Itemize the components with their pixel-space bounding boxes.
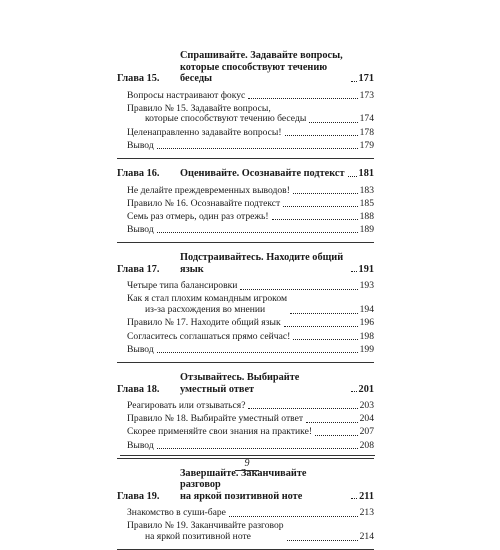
entry-page-number: 199	[359, 343, 374, 355]
dot-leader	[284, 326, 358, 327]
dot-leader	[309, 122, 357, 123]
entry-title	[127, 128, 282, 139]
entry-title	[127, 427, 312, 438]
entry-title	[127, 401, 245, 412]
dot-leader	[348, 176, 357, 177]
dot-leader	[157, 352, 358, 353]
footer-rule	[120, 455, 375, 456]
entry-title-line: Реагировать или отзываться?	[127, 400, 246, 412]
chapter-page-number: 211	[359, 490, 374, 502]
entry-title-line: которые способствуют течению беседы	[145, 113, 307, 125]
toc-entry[interactable]	[127, 186, 374, 197]
page-number: 9	[235, 458, 259, 471]
chapter-page-number: 171	[358, 73, 374, 84]
entry-title-line: Скорее применяйте свои знания на практике!	[127, 426, 313, 438]
entry-page-number: 183	[359, 184, 374, 196]
entry-page-number: 203	[359, 400, 374, 412]
dot-leader	[157, 148, 358, 149]
dot-leader	[351, 81, 357, 82]
toc-entry[interactable]	[127, 508, 374, 519]
entry-title-line: Правило № 18. Выбирайте уместный ответ	[127, 413, 304, 425]
dot-leader	[290, 313, 358, 314]
toc-entry[interactable]	[127, 332, 374, 343]
dot-leader	[293, 339, 357, 340]
chapter-title-line: Завершайте. Заканчивайте разговор	[180, 467, 307, 491]
dot-leader	[315, 435, 358, 436]
entry-title	[127, 104, 306, 126]
entry-page-number: 178	[359, 126, 374, 138]
chapter-page-number: 181	[358, 168, 374, 180]
chapter-title-line: на яркой позитивной ноте	[180, 490, 303, 502]
toc-entry[interactable]	[127, 104, 374, 126]
section-list	[117, 91, 374, 152]
entry-page-number: 204	[359, 413, 374, 425]
chapter-title-line: Оценивайте. Осознавайте подтекст	[180, 168, 345, 180]
entry-title	[127, 199, 280, 210]
chapter-block	[117, 168, 374, 243]
chapter-title	[180, 50, 348, 85]
entry-page-number: 196	[359, 317, 374, 329]
entry-title	[127, 521, 284, 543]
dot-leader	[285, 135, 358, 136]
chapter-heading[interactable]	[117, 372, 374, 395]
entry-title-line: Четыре типа балансировки	[127, 280, 238, 292]
section-list	[117, 281, 374, 355]
toc-entry[interactable]	[127, 521, 374, 543]
entry-page-number: 188	[359, 210, 374, 222]
entry-title-line: Правило № 19. Заканчивайте разговор	[127, 520, 284, 532]
entry-title	[127, 225, 154, 236]
dot-leader	[248, 98, 357, 99]
entry-title-line: Вывод	[127, 139, 154, 151]
dot-leader	[272, 219, 358, 220]
toc-entry[interactable]	[127, 441, 374, 452]
section-list	[117, 186, 374, 236]
entry-page-number: 174	[359, 113, 374, 125]
entry-title-line: Как я стал плохим командным игроком	[127, 293, 288, 305]
dot-leader	[351, 391, 357, 392]
entry-title-line: Вывод	[127, 343, 154, 355]
chapter-number: Глава 15.	[117, 73, 160, 84]
entry-title	[127, 294, 287, 316]
chapter-heading[interactable]	[117, 468, 374, 503]
entry-title	[127, 91, 245, 102]
entry-page-number: 179	[359, 139, 374, 151]
toc-entry[interactable]	[127, 318, 374, 329]
entry-title	[127, 186, 290, 197]
section-list	[117, 401, 374, 451]
chapter-heading[interactable]	[117, 50, 374, 85]
entry-page-number: 208	[359, 439, 374, 451]
entry-title-line: Не делайте преждевременных выводов!	[127, 184, 290, 196]
chapter-number: Глава 16.	[117, 168, 160, 180]
entry-title-line: Семь раз отмерь, один раз отрежь!	[127, 210, 269, 222]
toc-entry[interactable]	[127, 427, 374, 438]
entry-title	[127, 332, 290, 343]
entry-page-number: 213	[359, 507, 374, 519]
chapter-title-line: Подстраивайтесь. Находите общий язык	[180, 252, 344, 275]
toc-entry[interactable]	[127, 401, 374, 412]
entry-title	[127, 508, 226, 519]
chapter-title	[180, 468, 348, 503]
section-list	[117, 508, 374, 543]
dot-leader	[351, 498, 357, 499]
table-of-contents	[117, 50, 374, 550]
entry-title-line: Вопросы настраивают фокус	[127, 89, 246, 101]
toc-entry[interactable]	[127, 91, 374, 102]
dot-leader	[240, 289, 357, 290]
entry-title	[127, 281, 237, 292]
entry-title-line: Правило № 17. Находите общий язык	[127, 317, 281, 329]
chapter-title-line: Отзывайтесь. Выбирайте уместный ответ	[180, 372, 300, 395]
entry-page-number: 194	[359, 304, 374, 316]
chapter-block	[117, 468, 374, 550]
entry-title	[127, 318, 281, 329]
entry-title-line: Целенаправленно задавайте вопросы!	[127, 126, 282, 138]
dot-leader	[157, 448, 358, 449]
chapter-number: Глава 17.	[117, 263, 160, 275]
dot-leader	[248, 408, 357, 409]
toc-entry[interactable]	[127, 128, 374, 139]
chapter-title	[180, 252, 348, 275]
entry-title-line: Правило № 16. Осознавайте подтекст	[127, 197, 281, 209]
chapter-block	[117, 372, 374, 459]
entry-title-line: Согласитесь соглашаться прямо сейчас!	[127, 330, 291, 342]
chapter-title-line: которые способствуют течению беседы	[180, 61, 328, 84]
entry-title-line: на яркой позитивной ноте	[145, 531, 251, 543]
dot-leader	[287, 540, 358, 541]
entry-title-line: Правило № 15. Задавайте вопросы,	[127, 102, 271, 114]
entry-page-number: 189	[359, 224, 374, 236]
entry-title-line: Знакомство в суши-баре	[127, 507, 226, 519]
entry-title	[127, 141, 154, 152]
entry-title	[127, 212, 269, 223]
entry-page-number: 173	[359, 89, 374, 101]
dot-leader	[283, 206, 357, 207]
dot-leader	[351, 271, 357, 272]
entry-title-line: Вывод	[127, 439, 154, 451]
toc-entry[interactable]	[127, 199, 374, 210]
toc-entry[interactable]	[127, 141, 374, 152]
entry-page-number: 207	[359, 426, 374, 438]
chapter-block	[117, 50, 374, 159]
entry-title	[127, 441, 154, 452]
chapter-number: Глава 18.	[117, 383, 160, 395]
chapter-title-line: Спрашивайте. Задавайте вопросы,	[180, 50, 343, 61]
dot-leader	[229, 516, 358, 517]
chapter-block	[117, 252, 374, 363]
chapter-title	[180, 372, 348, 395]
entry-page-number: 214	[359, 531, 374, 543]
toc-entry[interactable]	[127, 225, 374, 236]
chapter-number: Глава 19.	[117, 490, 160, 502]
dot-leader	[293, 193, 358, 194]
entry-title-line: из-за расхождения во мнении	[145, 304, 266, 316]
entry-page-number: 185	[359, 197, 374, 209]
entry-title	[127, 345, 154, 356]
entry-page-number: 198	[359, 330, 374, 342]
entry-page-number: 193	[359, 280, 374, 292]
toc-entry[interactable]	[127, 345, 374, 356]
chapter-heading[interactable]	[117, 168, 374, 180]
chapter-page-number: 201	[358, 383, 374, 395]
toc-entry[interactable]	[127, 414, 374, 425]
toc-entry[interactable]	[127, 294, 374, 316]
dot-leader	[157, 232, 358, 233]
chapter-heading[interactable]	[117, 252, 374, 275]
entry-title	[127, 414, 303, 425]
chapter-page-number: 191	[358, 263, 374, 275]
chapter-title	[180, 168, 345, 180]
toc-entry[interactable]	[127, 212, 374, 223]
toc-entry[interactable]	[127, 281, 374, 292]
dot-leader	[306, 422, 358, 423]
entry-title-line: Вывод	[127, 224, 154, 236]
